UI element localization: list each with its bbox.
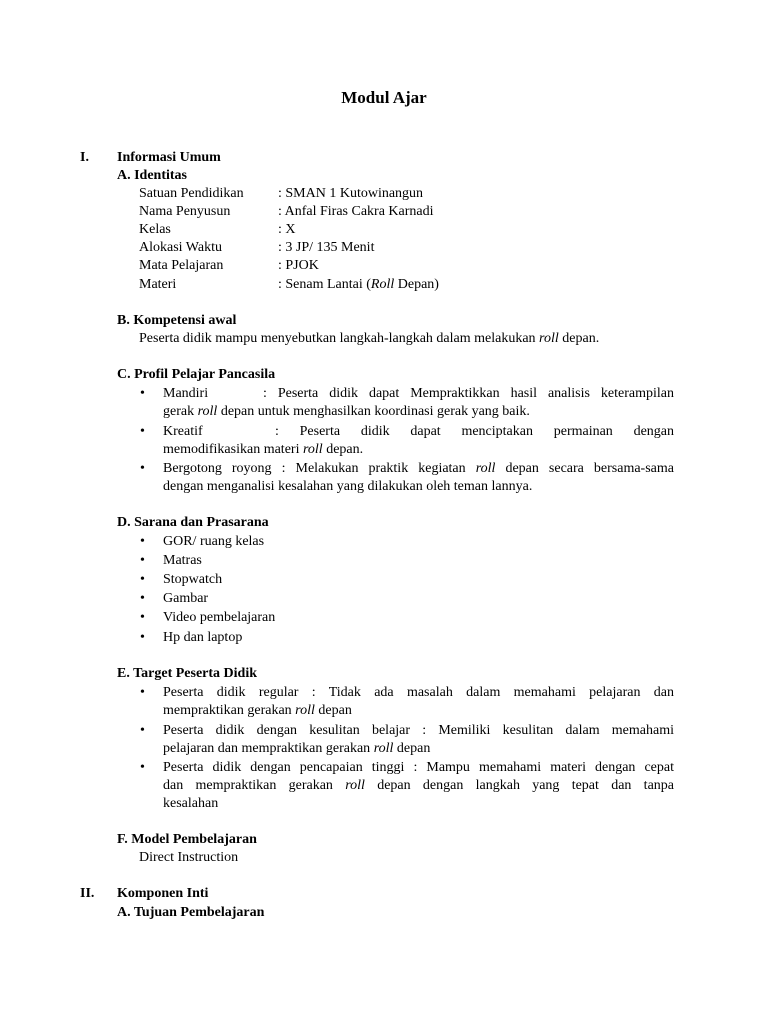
list-item: Video pembelajaran — [163, 610, 276, 625]
identity-value: : Anfal Firas Cakra Karnadi — [278, 204, 434, 219]
identity-label: Alokasi Waktu — [139, 240, 222, 255]
list-item-line: memodifikasikan materi roll depan. — [163, 442, 364, 457]
list-item: Gambar — [163, 591, 209, 606]
section-heading: Komponen Inti — [117, 886, 209, 901]
section-numeral: I. — [80, 150, 89, 165]
bullet-marker: • — [140, 553, 145, 568]
subsection-heading: F. Model Pembelajaran — [117, 832, 257, 847]
bullet-marker: • — [140, 685, 145, 700]
list-item: Stopwatch — [163, 572, 223, 587]
list-item-line: Kreatif : Peserta didik dapat menciptakan permainan dengan — [163, 424, 674, 439]
identity-label: Mata Pelajaran — [139, 258, 224, 273]
bullet-marker: • — [140, 534, 145, 549]
subsection-heading: A. Identitas — [117, 168, 188, 183]
list-item-line: mempraktikan gerakan roll depan — [163, 703, 352, 718]
bullet-marker: • — [140, 386, 145, 401]
paragraph: Peserta didik mampu menyebutkan langkah-langkah dalam melakukan roll depan. — [139, 331, 600, 346]
list-item-line: kesalahan — [163, 796, 219, 811]
list-item: GOR/ ruang kelas — [163, 534, 265, 549]
bullet-marker: • — [140, 610, 145, 625]
section-numeral: II. — [80, 886, 95, 901]
section-heading: Informasi Umum — [117, 150, 221, 165]
identity-label: Nama Penyusun — [139, 204, 231, 219]
list-item-line: Bergotong royong : Melakukan praktik kegiatan roll depan secara bersama-sama — [163, 461, 674, 476]
subsection-heading: D. Sarana dan Prasarana — [117, 515, 269, 530]
list-item-line: dan mempraktikan gerakan roll depan dengan langkah yang tepat dan tanpa — [163, 778, 674, 793]
identity-value: : Senam Lantai (Roll Depan) — [278, 277, 439, 292]
page-title: Modul Ajar — [341, 88, 427, 107]
identity-value: : SMAN 1 Kutowinangun — [278, 186, 424, 201]
list-item-line: pelajaran dan mempraktikan gerakan roll depan — [163, 741, 431, 756]
list-item: Matras — [163, 553, 202, 568]
identity-value: : PJOK — [278, 258, 319, 273]
subsection-heading: A. Tujuan Pembelajaran — [117, 905, 265, 920]
list-item-line: gerak roll depan untuk menghasilkan koordinasi gerak yang baik. — [163, 404, 530, 419]
list-item: Hp dan laptop — [163, 630, 243, 645]
subsection-heading: C. Profil Pelajar Pancasila — [117, 367, 276, 382]
list-item-line: Mandiri : Peserta didik dapat Mempraktikkan hasil analisis keterampilan — [163, 386, 674, 401]
paragraph: Direct Instruction — [139, 850, 239, 865]
subsection-heading: E. Target Peserta Didik — [117, 666, 257, 681]
subsection-heading: B. Kompetensi awal — [117, 313, 237, 328]
bullet-marker: • — [140, 760, 145, 775]
list-item-line: Peserta didik regular : Tidak ada masalah dalam memahami pelajaran dan — [163, 685, 674, 700]
list-item-line: dengan menganalisi kesalahan yang dilakukan oleh teman lannya. — [163, 479, 533, 494]
bullet-marker: • — [140, 723, 145, 738]
identity-label: Satuan Pendidikan — [139, 186, 244, 201]
bullet-marker: • — [140, 572, 145, 587]
identity-value: : X — [278, 222, 296, 237]
identity-label: Materi — [139, 277, 177, 292]
bullet-marker: • — [140, 424, 145, 439]
identity-label: Kelas — [139, 222, 171, 237]
bullet-marker: • — [140, 630, 145, 645]
bullet-marker: • — [140, 461, 145, 476]
identity-value: : 3 JP/ 135 Menit — [278, 240, 375, 255]
bullet-marker: • — [140, 591, 145, 606]
list-item-line: Peserta didik dengan pencapaian tinggi : Mampu memahami materi dengan cepat — [163, 760, 674, 775]
list-item-line: Peserta didik dengan kesulitan belajar : Memiliki kesulitan dalam memahami — [163, 723, 674, 738]
